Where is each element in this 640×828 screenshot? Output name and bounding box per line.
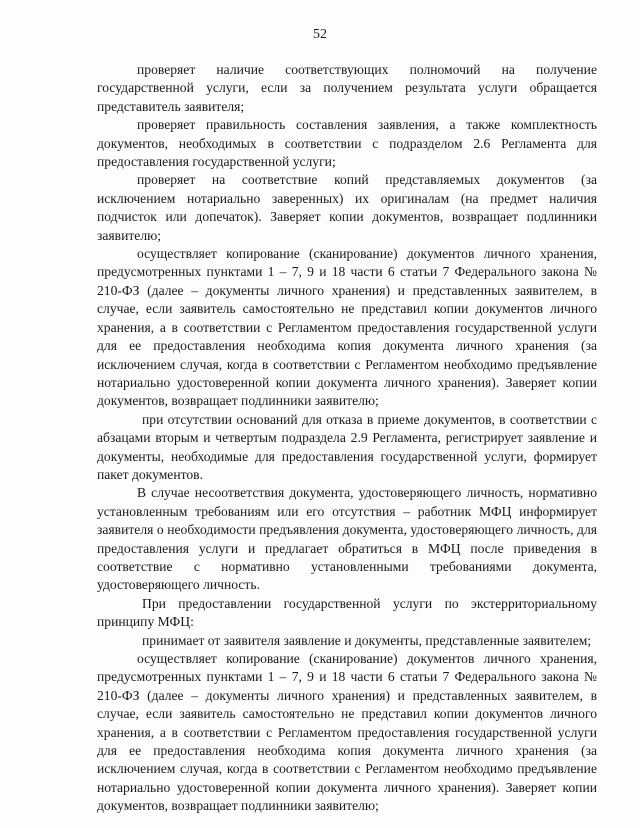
page-number: 52 xyxy=(313,27,327,42)
paragraph-check-copies: проверяет на соответствие копий представляемых документов (за исключением нотариально заверенных) их оригиналам (на предмет наличия подчисток или допечаток). Заверяет копии документов, возвращает подлинники заявителю; xyxy=(97,172,597,243)
paragraph-register-application: при отсутствии оснований для отказа в приеме документов, в соответствии с абзацами вторым и четвертым подраздела 2.9 Регламента, регистрирует заявление и документы, необходимые для предоставления государственной услуги, формирует пакет документов. xyxy=(97,411,597,482)
paragraph-copy-documents: осуществляет копирование (сканирование) документов личного хранения, предусмотренных пунктами 1 – 7, 9 и 18 части 6 статьи 7 Федерального закона № 210-ФЗ (далее – документы личного хранения) и представленных заявителем, в случае, если заявитель самостоятельно не представил копии документов личного хранения, а в соответствии с Регламентом предоставления государственной услуги для ее предоставления необходима копия документа личного хранения (за исключением случая, когда в соответствии с Регламентом необходимо предъявление нотариально удостоверенной копии документа личного хранения). Заверяет копии документов, возвращает подлинники заявителю; xyxy=(97,246,597,409)
paragraph-identity-mismatch: В случае несоответствия документа, удостоверяющего личность, нормативно установленным требованиям или его отсутствия – работник МФЦ информирует заявителя о необходимости предъявления документа, удостоверяющего личность, для предоставления услуги и предлагает обратиться в МФЦ после приведения в соответствие с нормативно установленными требованиями документа, удостоверяющего личность. xyxy=(97,485,597,593)
paragraph-check-authority: проверяет наличие соответствующих полномочий на получение государственной услуги, если за получением результата услуги обращается представитель заявителя; xyxy=(97,62,597,114)
paragraph-copy-documents-extraterritorial: осуществляет копирование (сканирование) документов личного хранения, предусмотренных пунктами 1 – 7, 9 и 18 части 6 статьи 7 Федерального закона № 210-ФЗ (далее – документы личного хранения) и представленных заявителем, в случае, если заявитель самостоятельно не представил копии документов личного хранения, а в соответствии с Регламентом предоставления государственной услуги для ее предоставления необходима копия документа личного хранения (за исключением случая, когда в соответствии с Регламентом необходимо предъявление нотариально удостоверенной копии документа личного хранения). Заверяет копии документов, возвращает подлинники заявителю; xyxy=(97,651,597,814)
paragraph-check-application: проверяет правильность составления заявления, а также комплектность документов, необходимых в соответствии с подразделом 2.6 Регламента для предоставления государственной услуги; xyxy=(97,117,597,170)
paragraph-accept-documents: принимает от заявителя заявление и документы, представленные заявителем; xyxy=(142,632,592,648)
paragraph-extraterritorial-intro: При предоставлении государственной услуги по экстерриториальному принципу МФЦ: xyxy=(97,595,597,630)
document-body xyxy=(97,61,597,816)
